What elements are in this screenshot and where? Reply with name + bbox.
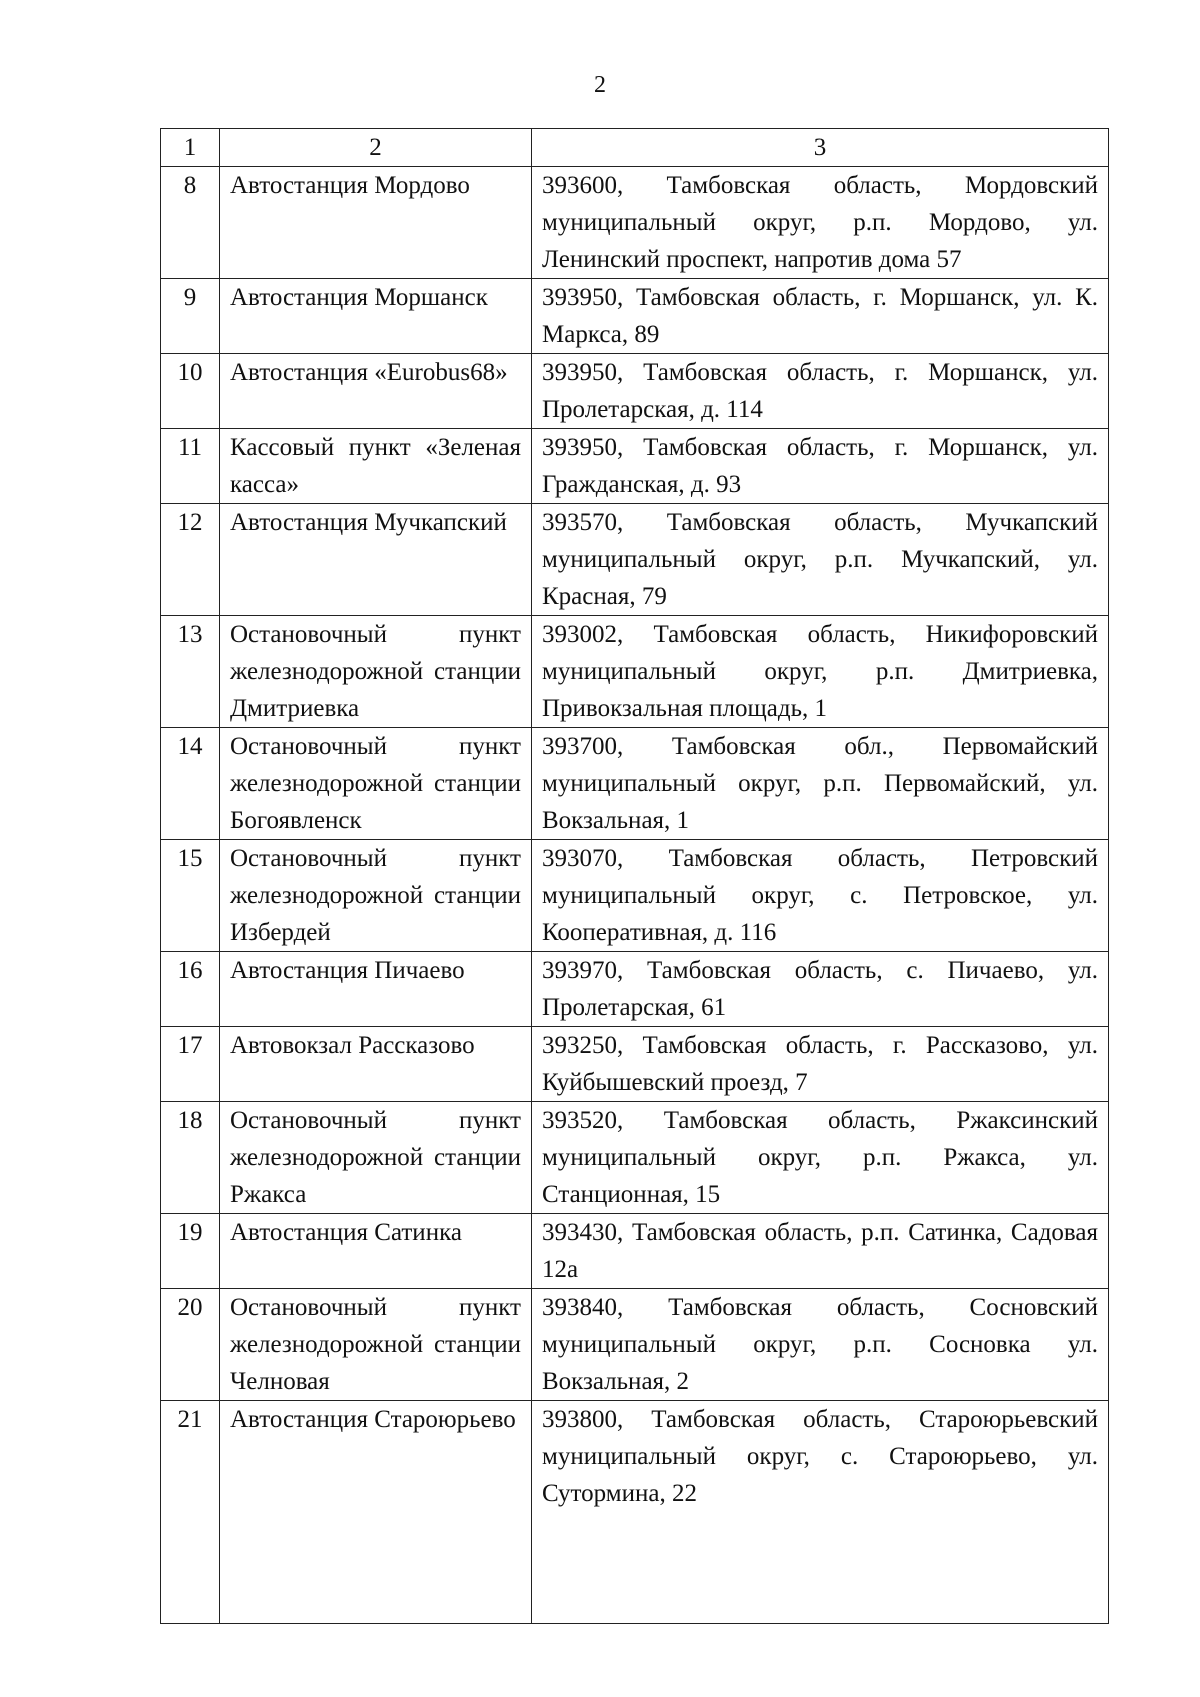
station-name: Автостанция Пичаево [220,952,532,1027]
station-address: 393070, Тамбовская область, Петровский муниципальный округ, с. Петровское, ул. Кооперативная, д. 116 [532,840,1109,952]
station-name: Автостанция Моршанск [220,279,532,354]
page-number: 2 [594,72,606,98]
station-name: Кассовый пункт «Зеленая касса» [220,429,532,504]
station-address: 393430, Тамбовская область, р.п. Сатинка, Садовая 12а [532,1214,1109,1289]
station-address: 393950, Тамбовская область, г. Моршанск, ул. К. Маркса, 89 [532,279,1109,354]
row-number: 10 [161,354,220,429]
row-number: 16 [161,952,220,1027]
station-name: Автостанция Мордово [220,167,532,279]
station-address: 393002, Тамбовская область, Никифоровский муниципальный округ, р.п. Дмитриевка, Привокзальная площадь, 1 [532,616,1109,728]
station-name: Автовокзал Рассказово [220,1027,532,1102]
row-number: 18 [161,1102,220,1214]
row-number: 21 [161,1401,220,1624]
table-row [161,952,1109,1027]
station-name: Автостанция Сатинка [220,1214,532,1289]
row-number: 20 [161,1289,220,1401]
column-header-name: 2 [220,129,532,167]
station-name: Остановочный пункт железнодорожной станции Ржакса [220,1102,532,1214]
station-address: 393520, Тамбовская область, Ржаксинский муниципальный округ, р.п. Ржакса, ул. Станционная, 15 [532,1102,1109,1214]
station-name: Автостанция Староюрьево [220,1401,532,1624]
station-name: Остановочный пункт железнодорожной станции Дмитриевка [220,616,532,728]
table-row [161,1289,1109,1401]
row-number: 15 [161,840,220,952]
station-address: 393700, Тамбовская обл., Первомайский муниципальный округ, р.п. Первомайский, ул. Вокзальная, 1 [532,728,1109,840]
row-number: 11 [161,429,220,504]
station-address: 393950, Тамбовская область, г. Моршанск, ул. Гражданская, д. 93 [532,429,1109,504]
row-number: 13 [161,616,220,728]
row-number: 8 [161,167,220,279]
station-name: Автостанция «Eurobus68» [220,354,532,429]
column-header-number: 1 [161,129,220,167]
row-number: 9 [161,279,220,354]
row-number: 14 [161,728,220,840]
table-row [161,1214,1109,1289]
table-row [161,504,1109,616]
station-address: 393250, Тамбовская область, г. Рассказово, ул. Куйбышевский проезд, 7 [532,1027,1109,1102]
table-header-row [161,129,1109,167]
station-name: Остановочный пункт железнодорожной станции Богоявленск [220,728,532,840]
station-address: 393840, Тамбовская область, Сосновский муниципальный округ, р.п. Сосновка ул. Вокзальная, 2 [532,1289,1109,1401]
table-row [161,429,1109,504]
table-row [161,840,1109,952]
table-row [161,167,1109,279]
table-row [161,279,1109,354]
stations-table [160,128,1109,1624]
table-row [161,354,1109,429]
table-row [161,1401,1109,1624]
table-row [161,616,1109,728]
station-name: Остановочный пункт железнодорожной станции Челновая [220,1289,532,1401]
row-number: 12 [161,504,220,616]
row-number: 17 [161,1027,220,1102]
station-address: 393970, Тамбовская область, с. Пичаево, ул. Пролетарская, 61 [532,952,1109,1027]
station-name: Автостанция Мучкапский [220,504,532,616]
station-address: 393570, Тамбовская область, Мучкапский муниципальный округ, р.п. Мучкапский, ул. Красная, 79 [532,504,1109,616]
table-row [161,728,1109,840]
station-address: 393800, Тамбовская область, Староюрьевский муниципальный округ, с. Староюрьево, ул. Сутормина, 22 [532,1401,1109,1624]
station-address: 393950, Тамбовская область, г. Моршанск, ул. Пролетарская, д. 114 [532,354,1109,429]
station-name: Остановочный пункт железнодорожной станции Избердей [220,840,532,952]
column-header-address: 3 [532,129,1109,167]
table-row [161,1027,1109,1102]
table-row [161,1102,1109,1214]
row-number: 19 [161,1214,220,1289]
station-address: 393600, Тамбовская область, Мордовский муниципальный округ, р.п. Мордово, ул. Ленинский проспект, напротив дома 57 [532,167,1109,279]
